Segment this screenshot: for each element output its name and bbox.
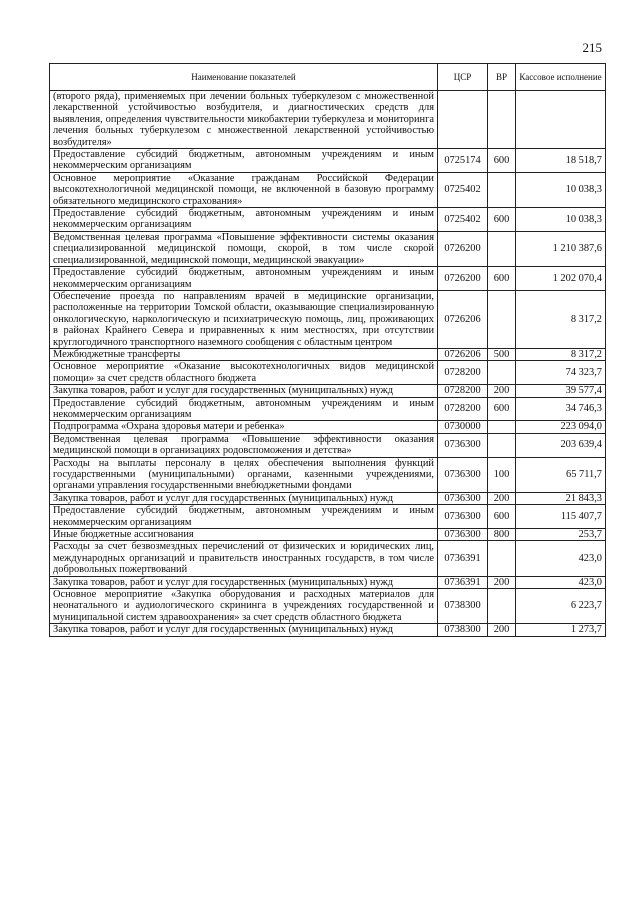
header-name: Наименование показателей: [50, 64, 438, 91]
row-csr-cell: 0736300: [438, 492, 488, 504]
row-csr-cell: 0726206: [438, 348, 488, 360]
row-csr-cell: 0736300: [438, 505, 488, 529]
row-name-cell: Закупка товаров, работ и услуг для государственных (муниципальных) нужд: [50, 492, 438, 504]
table-row: [50, 529, 606, 541]
row-amount-cell: 1 202 070,4: [516, 267, 606, 291]
row-amount-cell: 1 210 387,6: [516, 231, 606, 266]
row-amount-cell: 423,0: [516, 541, 606, 576]
row-csr-cell: 0738300: [438, 624, 488, 636]
row-amount-cell: 34 746,3: [516, 397, 606, 421]
table-row: [50, 421, 606, 433]
row-csr-cell: 0730000: [438, 421, 488, 433]
row-vr-cell: 200: [488, 385, 516, 397]
row-vr-cell: 200: [488, 576, 516, 588]
row-amount-cell: 223 094,0: [516, 421, 606, 433]
row-vr-cell: [488, 231, 516, 266]
row-csr-cell: 0728200: [438, 397, 488, 421]
row-name-cell: Ведомственная целевая программа «Повышение эффективности системы оказания специализированной медицинской помощи, скорой, в том числе скорой специализированной, медицинской помощи, медицинской эвакуации»: [50, 231, 438, 266]
table-row: [50, 231, 606, 266]
page-number: 215: [582, 40, 602, 55]
row-vr-cell: 600: [488, 397, 516, 421]
row-name-cell: Предоставление субсидий бюджетным, автономным учреждениям и иным некоммерческим организациям: [50, 267, 438, 291]
row-csr-cell: 0736391: [438, 576, 488, 588]
row-vr-cell: 600: [488, 267, 516, 291]
row-amount-cell: 18 518,7: [516, 149, 606, 173]
header-vr: ВР: [488, 64, 516, 91]
row-name-cell: Предоставление субсидий бюджетным, автономным учреждениям и иным некоммерческим организациям: [50, 397, 438, 421]
row-amount-cell: 203 639,4: [516, 433, 606, 457]
row-name-cell: Основное мероприятие «Закупка оборудования и расходных материалов для неонатального и аудиологического скрининга в учреждениях государственной и муниципальной систем здравоохранения» за счет средств областного бюджета: [50, 589, 438, 624]
row-name-cell: Закупка товаров, работ и услуг для государственных (муниципальных) нужд: [50, 576, 438, 588]
row-csr-cell: 0728200: [438, 385, 488, 397]
row-name-cell: Закупка товаров, работ и услуг для государственных (муниципальных) нужд: [50, 624, 438, 636]
row-name-cell: Расходы на выплаты персоналу в целях обеспечения выполнения функций государственными (муниципальными) органами, казенными учреждениями, органами управления государственными внебюджетными фондами: [50, 457, 438, 492]
row-vr-cell: [488, 541, 516, 576]
row-vr-cell: [488, 91, 516, 149]
row-name-cell: Закупка товаров, работ и услуг для государственных (муниципальных) нужд: [50, 385, 438, 397]
row-amount-cell: 10 038,3: [516, 172, 606, 207]
row-amount-cell: 8 317,2: [516, 348, 606, 360]
table-row: [50, 267, 606, 291]
row-amount-cell: 115 407,7: [516, 505, 606, 529]
row-amount-cell: 39 577,4: [516, 385, 606, 397]
row-name-cell: Предоставление субсидий бюджетным, автономным учреждениям и иным некоммерческим организациям: [50, 208, 438, 232]
header-csr: ЦСР: [438, 64, 488, 91]
table-row: [50, 348, 606, 360]
row-vr-cell: 600: [488, 208, 516, 232]
table-row: [50, 589, 606, 624]
row-vr-cell: [488, 290, 516, 348]
row-amount-cell: 8 317,2: [516, 290, 606, 348]
header-amount: Кассовое исполнение: [516, 64, 606, 91]
table-row: [50, 624, 606, 636]
row-name-cell: Иные бюджетные ассигнования: [50, 529, 438, 541]
row-csr-cell: [438, 91, 488, 149]
row-vr-cell: 600: [488, 149, 516, 173]
table-row: [50, 290, 606, 348]
row-vr-cell: [488, 172, 516, 207]
row-amount-cell: 74 323,7: [516, 361, 606, 385]
table-row: [50, 576, 606, 588]
row-csr-cell: 0736300: [438, 529, 488, 541]
row-csr-cell: 0736391: [438, 541, 488, 576]
table-row: [50, 505, 606, 529]
row-name-cell: Предоставление субсидий бюджетным, автономным учреждениям и иным некоммерческим организациям: [50, 505, 438, 529]
row-name-cell: Предоставление субсидий бюджетным, автономным учреждениям и иным некоммерческим организациям: [50, 149, 438, 173]
row-csr-cell: 0726200: [438, 231, 488, 266]
row-vr-cell: 200: [488, 492, 516, 504]
row-vr-cell: [488, 433, 516, 457]
table-row: [50, 385, 606, 397]
row-csr-cell: 0726200: [438, 267, 488, 291]
row-vr-cell: [488, 589, 516, 624]
row-amount-cell: 1 273,7: [516, 624, 606, 636]
row-vr-cell: 800: [488, 529, 516, 541]
row-csr-cell: 0738300: [438, 589, 488, 624]
table-row: [50, 397, 606, 421]
table-row: [50, 457, 606, 492]
budget-execution-table: [49, 63, 606, 637]
table-row: [50, 91, 606, 149]
row-vr-cell: [488, 421, 516, 433]
row-csr-cell: 0736300: [438, 457, 488, 492]
table-row: [50, 541, 606, 576]
row-amount-cell: [516, 91, 606, 149]
row-csr-cell: 0725402: [438, 208, 488, 232]
table-row: [50, 208, 606, 232]
table-row: [50, 172, 606, 207]
row-name-cell: (второго ряда), применяемых при лечении больных туберкулезом с множественной лекарственной устойчивостью возбудителя, и диагностических средств для выявления, определения чувствительности микобактерии туберкулеза и мониторинга лечения больных туберкулезом с множественной лекарственной устойчивостью возбудителя»: [50, 91, 438, 149]
row-name-cell: Подпрограмма «Охрана здоровья матери и ребенка»: [50, 421, 438, 433]
row-name-cell: Основное мероприятие «Оказание гражданам Российской Федерации высокотехнологичной медицинской помощи, не включенной в базовую программу обязательного медицинского страхования»: [50, 172, 438, 207]
row-vr-cell: 200: [488, 624, 516, 636]
row-amount-cell: 253,7: [516, 529, 606, 541]
row-name-cell: Обеспечение проезда по направлениям врачей в медицинские организации, расположенные на территории Томской области, оказывающие специализированную онкологическую, наркологическую и психиатрическую помощь, лиц, проживающих в районах Крайнего Севера и приравненных к ним местностях, при отсутствии круглогодичного транспортного наземного сообщения с областным центром: [50, 290, 438, 348]
row-csr-cell: 0726206: [438, 290, 488, 348]
row-amount-cell: 65 711,7: [516, 457, 606, 492]
row-csr-cell: 0725402: [438, 172, 488, 207]
table-row: [50, 433, 606, 457]
row-csr-cell: 0728200: [438, 361, 488, 385]
row-csr-cell: 0736300: [438, 433, 488, 457]
row-vr-cell: 500: [488, 348, 516, 360]
row-amount-cell: 10 038,3: [516, 208, 606, 232]
row-name-cell: Расходы за счет безвозмездных перечислений от физических и юридических лиц, международных организаций и правительств иностранных государств, в том числе добровольных пожертвований: [50, 541, 438, 576]
table-row: [50, 361, 606, 385]
row-csr-cell: 0725174: [438, 149, 488, 173]
row-name-cell: Основное мероприятие «Оказание высокотехнологичных видов медицинской помощи» за счет средств областного бюджета: [50, 361, 438, 385]
row-amount-cell: 6 223,7: [516, 589, 606, 624]
row-amount-cell: 21 843,3: [516, 492, 606, 504]
row-vr-cell: 600: [488, 505, 516, 529]
row-vr-cell: [488, 361, 516, 385]
row-name-cell: Ведомственная целевая программа «Повышение эффективности оказания медицинской помощи в организациях родовспоможения и детства»: [50, 433, 438, 457]
row-name-cell: Межбюджетные трансферты: [50, 348, 438, 360]
row-amount-cell: 423,0: [516, 576, 606, 588]
table-row: [50, 492, 606, 504]
table-header-row: [50, 64, 606, 91]
table-row: [50, 149, 606, 173]
row-vr-cell: 100: [488, 457, 516, 492]
